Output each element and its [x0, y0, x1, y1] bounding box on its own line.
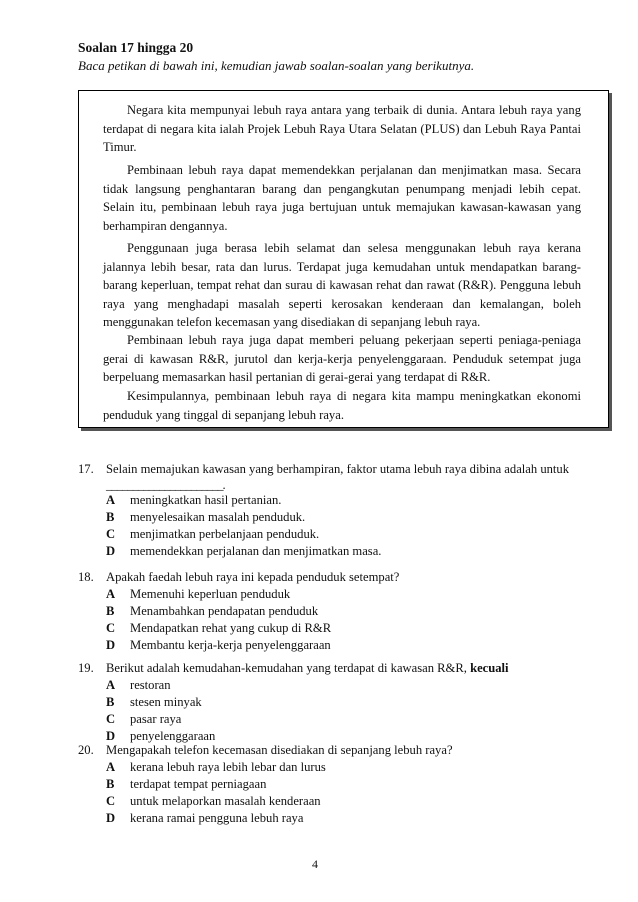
- option-text: Membantu kerja-kerja penyelenggaraan: [130, 638, 331, 652]
- question-stem: Mengapakah telefon kecemasan disediakan di sepanjang lebuh raya?: [106, 743, 453, 757]
- question-number: 18.: [78, 570, 94, 584]
- option-d[interactable]: [106, 543, 598, 560]
- option-a[interactable]: [106, 586, 598, 603]
- question-20: [78, 741, 598, 827]
- option-text: Menambahkan pendapatan penduduk: [130, 604, 319, 618]
- answer-blank: ______________________.: [106, 478, 225, 492]
- question-stem-text: Berikut adalah kemudahan-kemudahan yang terdapat di kawasan R&R,: [106, 661, 467, 675]
- option-d[interactable]: [106, 637, 598, 654]
- passage-paragraph: Negara kita mempunyai lebuh raya antara yang terbaik di dunia. Antara lebuh raya yang terdapat di negara kita ialah Projek Lebuh Raya Utara Selatan (PLUS) dan Lebuh Raya Pantai Timur.: [103, 103, 581, 154]
- option-b[interactable]: [106, 509, 598, 526]
- option-letter: D: [106, 638, 116, 652]
- page-number: 4: [312, 857, 318, 871]
- question-stem: [106, 659, 598, 677]
- option-text: kerana ramai pengguna lebuh raya: [130, 811, 304, 825]
- reading-passage-box: [78, 90, 609, 428]
- option-letter: C: [106, 527, 116, 541]
- option-text: untuk melaporkan masalah kenderaan: [130, 794, 321, 808]
- option-c[interactable]: [106, 711, 598, 728]
- question-18: [78, 568, 598, 654]
- option-letter: A: [106, 587, 116, 601]
- passage-paragraph: Kesimpulannya, pembinaan lebuh raya di negara kita mampu meningkatkan ekonomi penduduk yang tinggal di sepanjang lebuh raya.: [103, 389, 581, 422]
- option-b[interactable]: [106, 694, 598, 711]
- option-a[interactable]: [106, 677, 598, 694]
- option-text: penyelenggaraan: [130, 729, 216, 743]
- option-a[interactable]: [106, 492, 598, 509]
- section-heading: Soalan 17 hingga 20: [78, 40, 194, 55]
- option-text: stesen minyak: [130, 695, 202, 709]
- option-letter: B: [106, 510, 115, 524]
- option-letter: A: [106, 760, 116, 774]
- option-text: memendekkan perjalanan dan menjimatkan masa.: [130, 544, 382, 558]
- question-number: 19.: [78, 661, 94, 675]
- option-letter: A: [106, 493, 116, 507]
- option-text: kerana lebuh raya lebih lebar dan lurus: [130, 760, 326, 774]
- question-19: [78, 659, 598, 745]
- option-letter: D: [106, 544, 116, 558]
- option-letter: B: [106, 777, 115, 791]
- option-text: pasar raya: [130, 712, 182, 726]
- option-text: terdapat tempat perniagaan: [130, 777, 267, 791]
- option-d[interactable]: [106, 810, 598, 827]
- passage-paragraph: Penggunaan juga berasa lebih selamat dan selesa menggunakan lebuh raya kerana jalannya lebih besar, rata dan lurus. Terdapat juga kemudahan untuk mendapatkan barang-barang keperluan, tempat rehat dan surau di kawasan rehat dan rawat (R&R). Pengguna lebuh raya yang menghadapi masalah seperti kerosakan kenderaan dan kemalangan, boleh menggunakan telefon kecemasan yang disediakan di sepanjang lebuh raya.: [103, 241, 581, 329]
- option-text: menyelesaikan masalah penduduk.: [130, 510, 306, 524]
- question-stem: Apakah faedah lebuh raya ini kepada penduduk setempat?: [106, 570, 400, 584]
- option-letter: B: [106, 604, 115, 618]
- question-number: 20.: [78, 743, 94, 757]
- option-text: menjimatkan perbelanjaan penduduk.: [130, 527, 320, 541]
- question-stem-emphasis: kecuali: [470, 661, 509, 675]
- passage-paragraph: Pembinaan lebuh raya dapat memendekkan perjalanan dan menjimatkan masa. Secara tidak langsung penghantaran barang dan pengangkutan penumpang menjadi lebih cepat. Selain itu, pembinaan lebuh raya juga bertujuan untuk memajukan kawasan-kawasan yang berhampiran dengannya.: [103, 163, 581, 233]
- option-b[interactable]: [106, 776, 598, 793]
- option-letter: D: [106, 729, 116, 743]
- option-c[interactable]: [106, 620, 598, 637]
- question-number: 17.: [78, 462, 94, 476]
- section-instruction: Baca petikan di bawah ini, kemudian jawab soalan-soalan yang berikutnya.: [78, 58, 475, 73]
- option-c[interactable]: [106, 526, 598, 543]
- option-b[interactable]: [106, 603, 598, 620]
- option-text: restoran: [130, 678, 171, 692]
- question-17: [78, 460, 598, 560]
- option-text: Mendapatkan rehat yang cukup di R&R: [130, 621, 332, 635]
- option-a[interactable]: [106, 759, 598, 776]
- option-letter: D: [106, 811, 116, 825]
- passage-paragraph: Pembinaan lebuh raya juga dapat memberi peluang pekerjaan seperti peniaga-peniaga gerai di kawasan R&R, jurutol dan kerja-kerja penyelenggaraan. Penduduk setempat juga berpeluang memasarkan hasil pertanian di gerai-gerai yang terdapat di R&R.: [103, 333, 581, 384]
- option-letter: A: [106, 678, 116, 692]
- option-c[interactable]: [106, 793, 598, 810]
- option-text: Memenuhi keperluan penduduk: [130, 587, 291, 601]
- option-letter: C: [106, 712, 116, 726]
- option-text: meningkatkan hasil pertanian.: [130, 493, 282, 507]
- question-stem: Selain memajukan kawasan yang berhampiran, faktor utama lebuh raya dibina adalah untuk: [106, 462, 570, 476]
- option-letter: C: [106, 621, 116, 635]
- option-letter: C: [106, 794, 116, 808]
- option-letter: B: [106, 695, 115, 709]
